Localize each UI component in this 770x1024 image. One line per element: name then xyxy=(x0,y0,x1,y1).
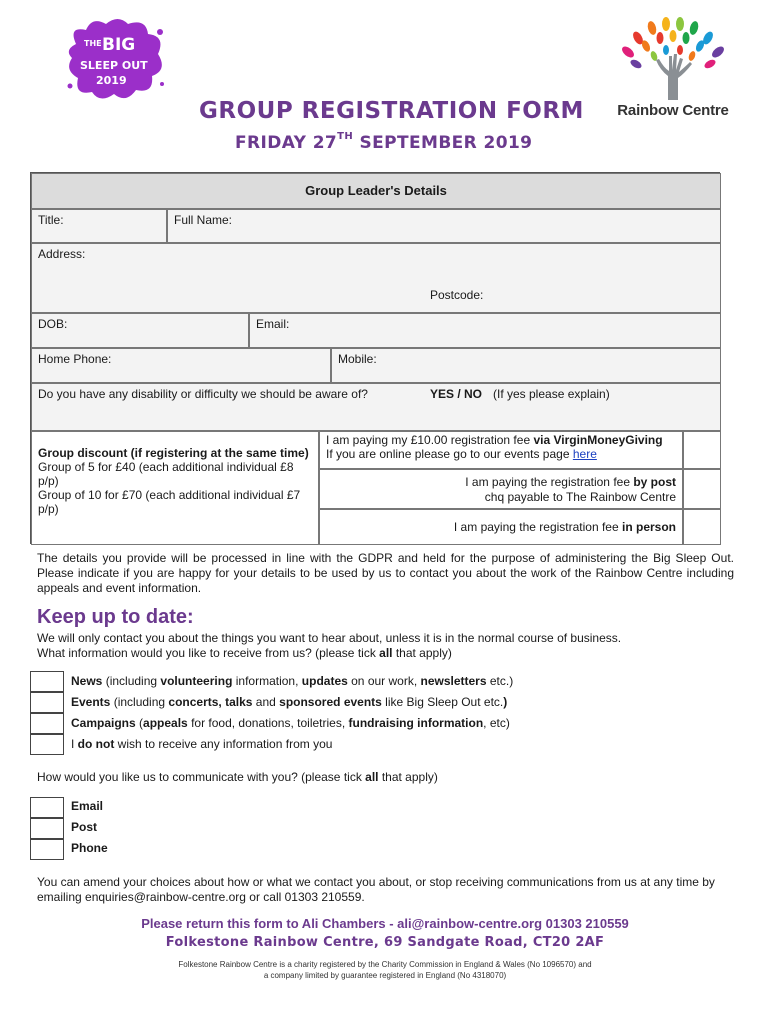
logo-big: BIG xyxy=(102,35,136,55)
group-leader-form xyxy=(30,172,720,544)
group-5-option: Group of 5 for £40 (each additional individual £8 p/p) xyxy=(38,460,294,488)
no-info-tickbox[interactable] xyxy=(30,734,64,755)
address-field[interactable]: Address: Postcode: xyxy=(31,243,721,313)
amend-notice: You can amend your choices about how or what we contact you about, or stop receiving communications from us at any time by emailing enquiries@rainbow-centre.org or call 01303 210559. xyxy=(37,875,715,904)
mobile-field[interactable]: Mobile: xyxy=(331,348,721,383)
email-field[interactable]: Email: xyxy=(249,313,721,348)
events-option-label: Events (including concerts, talks and sponsored events like Big Sleep Out etc.) xyxy=(71,695,508,709)
email-option-label: Email xyxy=(71,799,104,813)
postcode-label: Postcode: xyxy=(430,288,484,302)
keep-up-heading: Keep up to date: xyxy=(37,606,194,628)
gdpr-notice: The details you provide will be processed in line with the GDPR and held for the purpose of administering the Big Sleep Out. Please indicate if you are happy for your details to be used by us to contact you about the work of the Rainbow Centre including appeals and event information. xyxy=(37,551,734,595)
group-discount-heading: Group discount (if registering at the same time) xyxy=(38,446,309,460)
pay-person-tickbox[interactable] xyxy=(683,509,721,545)
events-tickbox[interactable] xyxy=(30,692,64,713)
pay-online-option: I am paying my £10.00 registration fee via VirginMoneyGiving If you are online please go to our events page here xyxy=(319,431,683,469)
communication-question: How would you like us to communicate with you? (please tick all that apply) xyxy=(37,770,438,784)
keep-up-intro: We will only contact you about the things you want to hear about, unless it is in the normal course of business. What information would you like to receive from us? (please tick all that apply) xyxy=(37,631,622,660)
pay-person-option: I am paying the registration fee in person xyxy=(319,509,683,545)
section-header: Group Leader's Details xyxy=(31,173,721,209)
centre-address: Folkestone Rainbow Centre, 69 Sandgate Road, CT20 2AF xyxy=(165,935,605,950)
home-phone-field[interactable]: Home Phone: xyxy=(31,348,331,383)
email-tickbox[interactable] xyxy=(30,797,64,818)
disability-field[interactable]: Do you have any disability or difficulty we should be aware of? YES / NO (If yes please explain) xyxy=(31,383,721,431)
form-title: GROUP REGISTRATION FORM xyxy=(199,98,584,124)
logo-sleep-out: SLEEP OUT xyxy=(80,59,148,72)
news-tickbox[interactable] xyxy=(30,671,64,692)
org-name: Rainbow Centre xyxy=(617,102,729,119)
pay-post-option: I am paying the registration fee by post chq payable to The Rainbow Centre xyxy=(319,469,683,509)
logo-the: THE xyxy=(84,39,102,48)
pay-post-tickbox[interactable] xyxy=(683,469,721,509)
title-field[interactable]: Title: xyxy=(31,209,167,243)
post-option-label: Post xyxy=(71,820,98,834)
return-instructions: Please return this form to Ali Chambers - ali@rainbow-centre.org 01303 210559 xyxy=(141,916,629,931)
full-name-field[interactable]: Full Name: xyxy=(167,209,721,243)
group-10-option: Group of 10 for £70 (each additional individual £7 p/p) xyxy=(38,488,301,516)
group-discount-box xyxy=(31,431,319,545)
event-date: FRIDAY 27TH SEPTEMBER 2019 xyxy=(235,131,533,153)
yes-no-note: (If yes please explain) xyxy=(493,387,610,401)
logo-year: 2019 xyxy=(96,74,127,87)
pay-online-tickbox[interactable] xyxy=(683,431,721,469)
dob-field[interactable]: DOB: xyxy=(31,313,249,348)
phone-tickbox[interactable] xyxy=(30,839,64,860)
campaigns-tickbox[interactable] xyxy=(30,713,64,734)
rainbow-centre-logo xyxy=(608,16,738,124)
tree-icon xyxy=(608,16,738,102)
phone-option-label: Phone xyxy=(71,841,108,855)
news-option-label: News (including volunteering information, updates on our work, newsletters etc.) xyxy=(71,674,514,688)
campaigns-option-label: Campaigns (appeals for food, donations, toiletries, fundraising information, etc) xyxy=(71,716,510,730)
post-tickbox[interactable] xyxy=(30,818,64,839)
no-info-option-label: I do not wish to receive any information from you xyxy=(71,737,333,751)
big-sleep-out-logo xyxy=(62,14,170,102)
charity-notice: Folkestone Rainbow Centre is a charity registered by the Charity Commission in England & Wales (No 1096570) and a company limited by guarantee registered in England (No 4318070) xyxy=(178,960,592,980)
yes-no-option[interactable]: YES / NO xyxy=(430,387,483,401)
events-page-link[interactable]: here xyxy=(572,447,597,461)
